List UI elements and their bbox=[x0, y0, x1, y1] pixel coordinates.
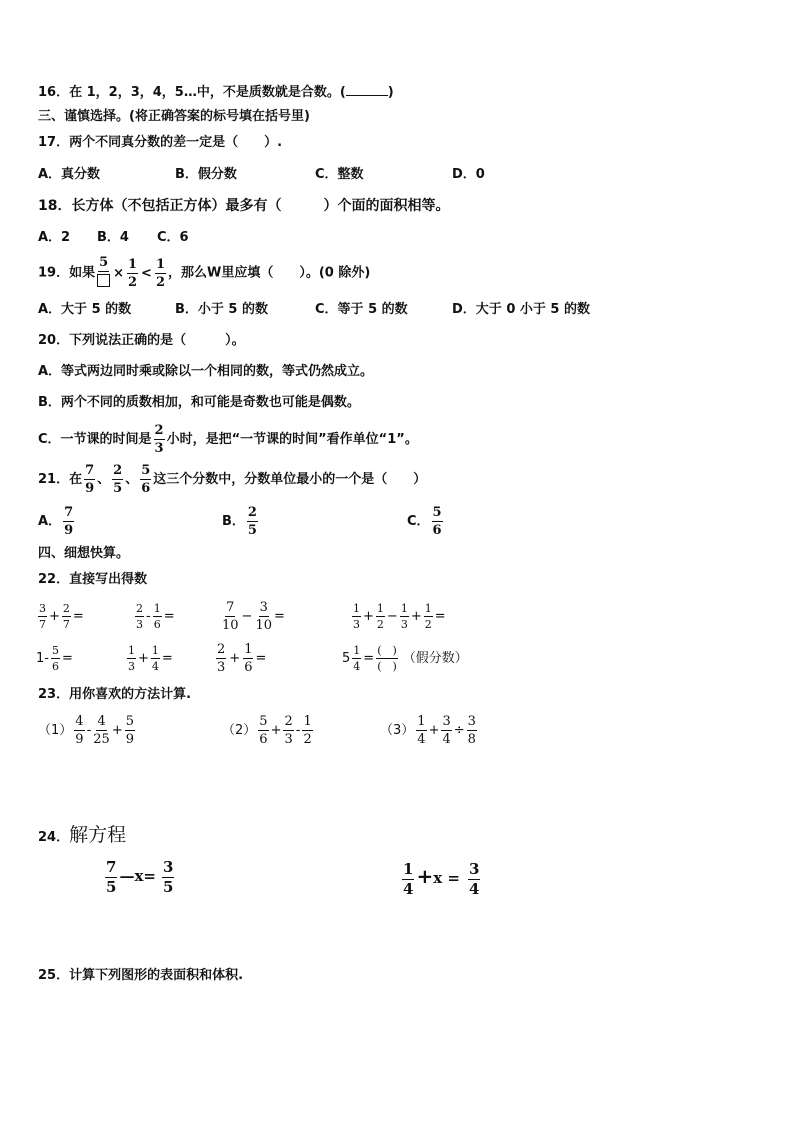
q16-text: 在 1，2，3，4，5…中，不是质数就是合数。( bbox=[69, 85, 346, 100]
q21-option-b[interactable]: B． $\frac{2}{5}$ bbox=[222, 505, 257, 538]
q21-option-c[interactable]: C． $\frac{5}{6}$ bbox=[407, 505, 442, 538]
q20-stem: 20．下列说法正确的是（ ）。 bbox=[38, 333, 245, 348]
q16-number: 16． bbox=[38, 85, 70, 100]
q18-option-a[interactable]: A．2 bbox=[38, 230, 71, 245]
q22-r1-e3: $\frac{7}{10}$ − $\frac{3}{10}$ = bbox=[222, 600, 285, 633]
q23-e2: （2） $\frac{5}{6}$ + $\frac{2}{3}$ - $\frac{1}{2}$ bbox=[222, 714, 312, 747]
q22-r2-e2: $\frac{1}{3}$ + $\frac{1}{4}$ = bbox=[128, 644, 173, 673]
q20-fraction: $\frac{2}{3}$ bbox=[154, 423, 164, 456]
q24-equation-1: $\frac{7}{5}$ —x= $\frac{3}{5}$ bbox=[106, 857, 174, 896]
q20-option-a[interactable]: A．等式两边同时乘或除以一个相同的数，等式仍然成立。 bbox=[38, 364, 374, 379]
q16-close: ) bbox=[387, 85, 394, 100]
q20-option-c[interactable]: C．一节课的时间是 $\frac{2}{3}$ 小时，是把“一节课的时间”看作单位“1”。 bbox=[38, 423, 418, 456]
q16-answer-blank[interactable] bbox=[346, 83, 388, 96]
q19-suffix: ，那么W里应填（ ）。(0 除外) bbox=[168, 265, 371, 281]
q23-stem: 23．用你喜欢的方法计算. bbox=[38, 687, 192, 702]
q19-option-a[interactable]: A．大于 5 的数 bbox=[38, 302, 132, 317]
q22-r2-e3: $\frac{2}{3}$ + $\frac{1}{6}$ = bbox=[217, 642, 267, 675]
less-than-sign: < bbox=[141, 265, 152, 281]
q21-fraction-3: $\frac{5}{6}$ bbox=[141, 463, 151, 496]
q17-option-d[interactable]: D．0 bbox=[452, 167, 485, 182]
q17-stem: 17．两个不同真分数的差一定是（ ）. bbox=[38, 135, 283, 150]
q19-prefix: 19．如果 bbox=[38, 265, 96, 281]
q24-equation-2: $\frac{1}{4}$ +x = $\frac{3}{4}$ bbox=[403, 859, 480, 898]
q25-stem: 25．计算下列图形的表面积和体积. bbox=[38, 968, 244, 983]
box-icon bbox=[97, 274, 110, 287]
q22-r2-e1: 1- $\frac{5}{6}$ = bbox=[36, 644, 73, 673]
q19-fraction-2: $\frac{1}{2}$ bbox=[128, 256, 138, 290]
q16 bbox=[38, 83, 394, 101]
q17-option-b[interactable]: B．假分数 bbox=[175, 167, 237, 182]
q19-option-d[interactable]: D．大于 0 小于 5 的数 bbox=[452, 302, 590, 317]
q24-heading: 24．解方程 bbox=[38, 824, 127, 846]
q19-fraction-3: $\frac{1}{2}$ bbox=[155, 256, 165, 290]
q21-fraction-2: $\frac{2}{5}$ bbox=[113, 463, 123, 496]
q19-stem bbox=[38, 256, 370, 290]
section-3-heading: 三、谨慎选择。(将正确答案的标号填在括号里) bbox=[38, 109, 310, 124]
q19-fraction-box: 5 bbox=[97, 256, 110, 290]
times-sign: × bbox=[113, 265, 124, 281]
q19-option-b[interactable]: B．小于 5 的数 bbox=[175, 302, 269, 317]
q23-e3: （3） $\frac{1}{4}$ + $\frac{3}{4}$ ÷ $\frac{3}{8}$ bbox=[380, 714, 476, 747]
q18-option-b[interactable]: B．4 bbox=[97, 230, 129, 245]
q19-option-c[interactable]: C．等于 5 的数 bbox=[315, 302, 408, 317]
q21-option-a[interactable]: A． $\frac{7}{9}$ bbox=[38, 505, 74, 538]
q22-stem: 22．直接写出得数 bbox=[38, 572, 148, 587]
q18-stem: 18．长方体（不包括正方体）最多有（ ）个面的面积相等。 bbox=[38, 198, 450, 214]
q21-stem: 21．在 $\frac{7}{9}$ 、 $\frac{2}{5}$ 、 $\frac{5}{6}$ 这三个分数中，分数单位最小的一个是（ ） bbox=[38, 463, 427, 496]
q18-option-c[interactable]: C．6 bbox=[157, 230, 189, 245]
q22-r2-e4: 5 $\frac{1}{4}$ = $\frac{( )}{( )}$ （假分数） bbox=[342, 644, 468, 673]
q23-e1: （1） $\frac{4}{9}$ - $\frac{4}{25}$ + $\frac{5}{9}$ bbox=[38, 714, 134, 747]
q22-r1-e4: $\frac{1}{3}$ + $\frac{1}{2}$ − $\frac{1}{3}$ + $\frac{1}{2}$ = bbox=[353, 602, 446, 631]
q20-option-b[interactable]: B．两个不同的质数相加，和可能是奇数也可能是偶数。 bbox=[38, 395, 360, 410]
q22-r1-e2: $\frac{2}{3}$ - $\frac{1}{6}$ = bbox=[136, 602, 175, 631]
section-4-heading: 四、细想快算。 bbox=[38, 546, 130, 561]
q21-fraction-1: $\frac{7}{9}$ bbox=[85, 463, 95, 496]
q22-r1-e1: $\frac{3}{7}$ + $\frac{2}{7}$ = bbox=[39, 602, 84, 631]
q17-option-c[interactable]: C．整数 bbox=[315, 167, 364, 182]
q17-option-a[interactable]: A．真分数 bbox=[38, 167, 101, 182]
